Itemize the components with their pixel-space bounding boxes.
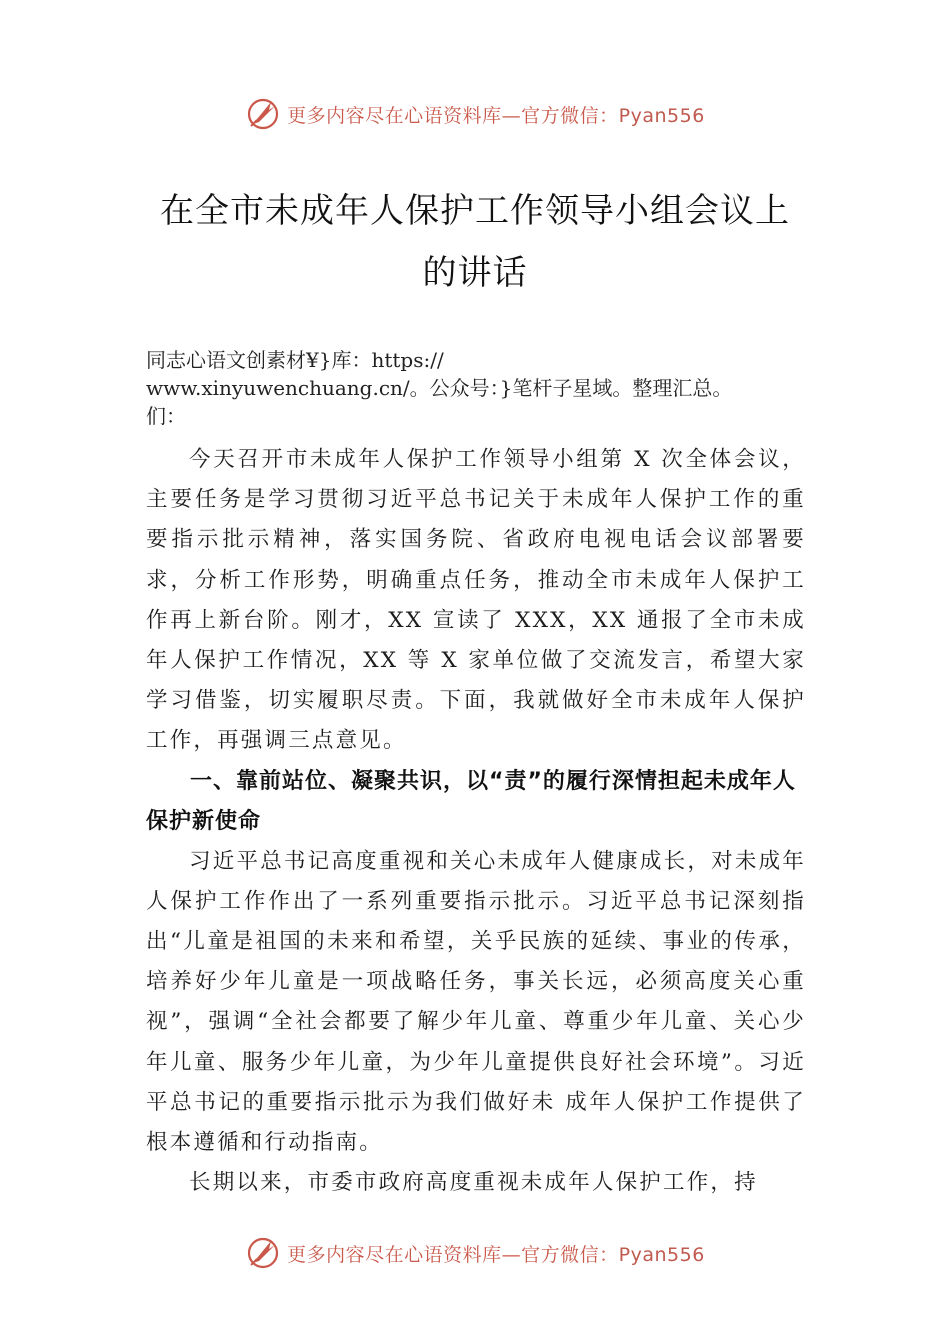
banner-label: 更多内容尽在心语资料库—官方微信： [287,104,619,127]
banner-text [287,101,705,128]
document-title [120,180,830,304]
wechat-id: Pyan556 [618,1243,705,1266]
banner-text [287,1240,705,1267]
banner-label: 更多内容尽在心语资料库—官方微信： [287,1243,619,1266]
paragraph-3: 长期以来，市委市政府高度重视未成年人保护工作，持 [189,1170,758,1196]
footer-banner [0,1233,950,1273]
quill-circle-icon [245,96,281,132]
source-line-2: www.xinyuwenchuang.cn/。公众号：}笔杆子星域。整理汇总。 [146,376,733,400]
source-line-3: 们： [146,404,186,428]
document-body [146,440,806,1203]
wechat-id: Pyan556 [618,104,705,127]
paragraph-2: 习近平总书记高度重视和关心未成年人健康成长，对未成年人保护工作作出了一系列重要指示批示。习近平总书记深刻指出“儿童是祖国的未来和希望，关乎民族的延续、事业的传承，培养好少年儿童是一项战略任务，事关长远，必须高度关心重视”，强调“全社会都要了解少年儿童、尊重少年儿童、关心少年儿童、服务少年儿童，为少年儿童提供良好社会环境”。习近平总书记的重要指示批示为我们做好未 成年人保护工作提供了根本遵循和行动指南。 [146,848,806,1156]
quill-circle-icon [245,1235,281,1271]
source-note [146,346,866,430]
header-banner [0,94,950,134]
paragraph-1: 今天召开市未成年人保护工作领导小组第 X 次全体会议，主要任务是学习贯彻习近平总书记关于未成年人保护工作的重要指示批示精神，落实国务院、省政府电视电话会议部署要求，分析工作形势，明确重点任务，推动全市未成年人保护工作再上新台阶。刚才，XX 宣读了 XXX，XX 通报了全市未成年人保护工作情况，XX 等 X 家单位做了交流发言，希望大家学习借鉴，切实履职尽责。下面，我就做好全市未成年人保护工作，再强调三点意见。 [146,447,806,754]
title-line-2: 的讲话 [422,253,528,293]
section-heading-1: 一、靠前站位、凝聚共识，以“责”的履行深情担起未成年人保护新使命 [146,768,796,834]
source-line-1: 同志心语文创素材¥}库：https:// [146,348,444,372]
title-line-1: 在全市未成年人保护工作领导小组会议上 [160,191,790,231]
